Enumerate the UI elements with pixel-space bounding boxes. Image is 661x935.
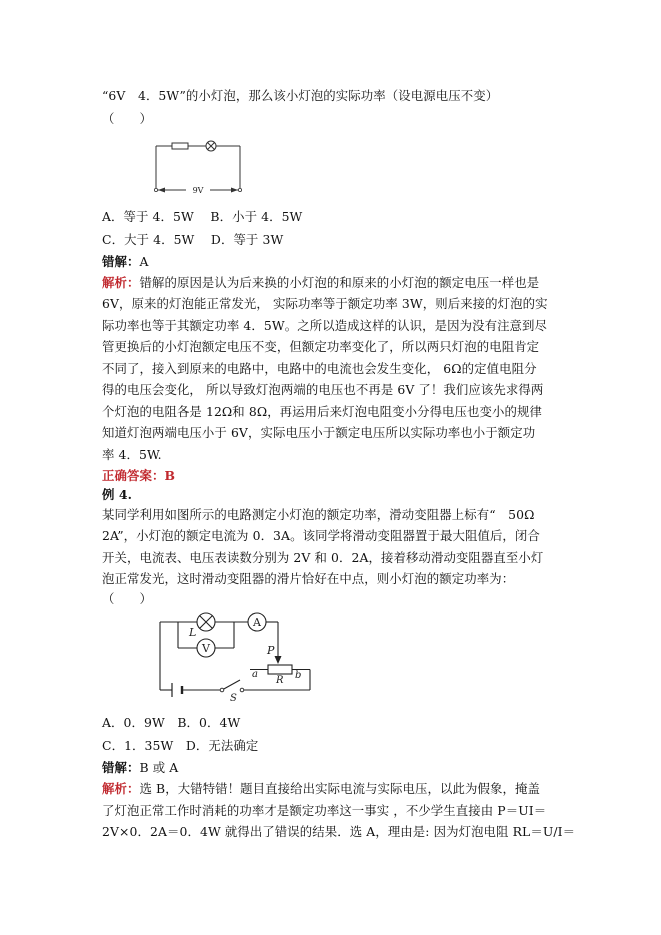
answer-value: B xyxy=(164,468,176,483)
q4-analysis-line: 2V×0．2A＝0．4W 就得出了错误的结果．选 A，理由是: 因为灯泡电阻 RL＝U/I＝ xyxy=(102,824,576,839)
q3-analysis-line: 得的电压会变化， 所以导致灯泡两端的电压也不再是 6V 了！我们应该先求得两 xyxy=(102,382,544,397)
q3-stem-line: “6V 4．5W”的小灯泡，那么该小灯泡的实际功率（设电源电压不变） xyxy=(102,88,499,103)
analysis-label: 解析： xyxy=(102,781,140,796)
arrow-left-icon xyxy=(158,188,165,193)
wrong-label: 错解： xyxy=(102,760,140,775)
slider-arrow-icon xyxy=(275,656,282,664)
q3-circuit-diagram xyxy=(150,138,250,200)
arrow-right-icon xyxy=(231,188,238,193)
resistor-symbol xyxy=(172,143,188,149)
q3-analysis-line: 不同了，接入到原来的电路中，电路中的电流也会发生变化， 6Ω的定值电阻分 xyxy=(102,361,537,376)
q3-analysis-line: 6V，原来的灯泡能正常发光， 实际功率等于额定功率 3W，则后来接的灯泡的实 xyxy=(102,296,548,311)
answer-label: 正确答案： xyxy=(102,468,165,483)
q4-stem-line: 某同学利用如图所示的电路测定小灯泡的额定功率，滑动变阻器上标有“ 50Ω xyxy=(102,507,535,522)
lamp-label: L xyxy=(189,626,197,639)
end-a-label: a xyxy=(252,669,258,680)
q4-answer-blank: （ ） xyxy=(102,591,152,606)
q3-analysis-line: 个灯泡的电阻各是 12Ω和 8Ω，再运用后来灯泡电阻变小分得电压也变小的规律 xyxy=(102,404,542,419)
resistor-label: R xyxy=(276,675,284,686)
q4-options-cd: C．1．35W D．无法确定 xyxy=(102,738,259,753)
q3-analysis-line: 解析：错解的原因是认为后来换的小灯泡的和原来的小灯泡的额定电压一样也是 xyxy=(102,275,540,290)
q3-analysis-line: 管更换后的小灯泡额定电压不变，但额定功率变化了，所以两只灯泡的电阻肯定 xyxy=(102,339,540,354)
q3-analysis-line: 际功率也等于其额定功率 4．5W。之所以造成这样的认识，是因为没有注意到尽 xyxy=(102,318,548,333)
q4-stem-line: 2A”，小灯泡的额定电流为 0．3A。该同学将滑动变阻器置于最大阻值后，闭合 xyxy=(102,528,540,543)
q3-options-cd: C．大于 4．5W D．等于 3W xyxy=(102,232,284,247)
q4-analysis-line: 了灯泡正常工作时消耗的功率才是额定功率这一事实 ，不少学生直接由 P＝UI＝ xyxy=(102,803,547,818)
wrong-value: A xyxy=(139,254,149,269)
q4-wrong-answer xyxy=(102,758,558,777)
q3-analysis-line: 率 4．5W. xyxy=(102,447,162,462)
q4-analysis-line: 解析：选 B，大错特错！题目直接给出实际电流与实际电压，以此为假象，掩盖 xyxy=(102,781,540,796)
wrong-value: B 或 A xyxy=(139,760,179,775)
voltmeter-label: V xyxy=(202,642,210,655)
q4-options-ab: A．0．9W B．0．4W xyxy=(102,715,241,730)
end-b-label: b xyxy=(295,670,302,681)
q4-stem-line: 泡正常发光，这时滑动变阻器的滑片恰好在中点，则小灯泡的额定功率为： xyxy=(102,571,515,586)
switch-label: S xyxy=(230,693,237,702)
q3-options-ab: A．等于 4．5W B．小于 4．5W xyxy=(102,209,303,224)
q3-wrong-answer xyxy=(102,252,558,271)
analysis-label: 解析： xyxy=(102,275,140,290)
ammeter-label: A xyxy=(253,616,261,629)
slider-label: P xyxy=(267,644,275,657)
q3-analysis-line: 知道灯泡两端电压小于 6V，实际电压小于额定电压所以实际功率也小于额定功 xyxy=(102,425,536,440)
q4-stem-line: 开关，电流表、电压表读数分别为 2V 和 0．2A，接着移动滑动变阻器直至小灯 xyxy=(102,550,544,565)
q3-correct-answer xyxy=(102,466,558,485)
q4-circuit-diagram xyxy=(150,610,320,702)
wrong-label: 错解： xyxy=(102,254,140,269)
circuit-voltage-label: 9V xyxy=(192,186,204,195)
q4-title: 例 4. xyxy=(102,487,133,502)
q3-answer-blank: （ ） xyxy=(102,111,152,126)
